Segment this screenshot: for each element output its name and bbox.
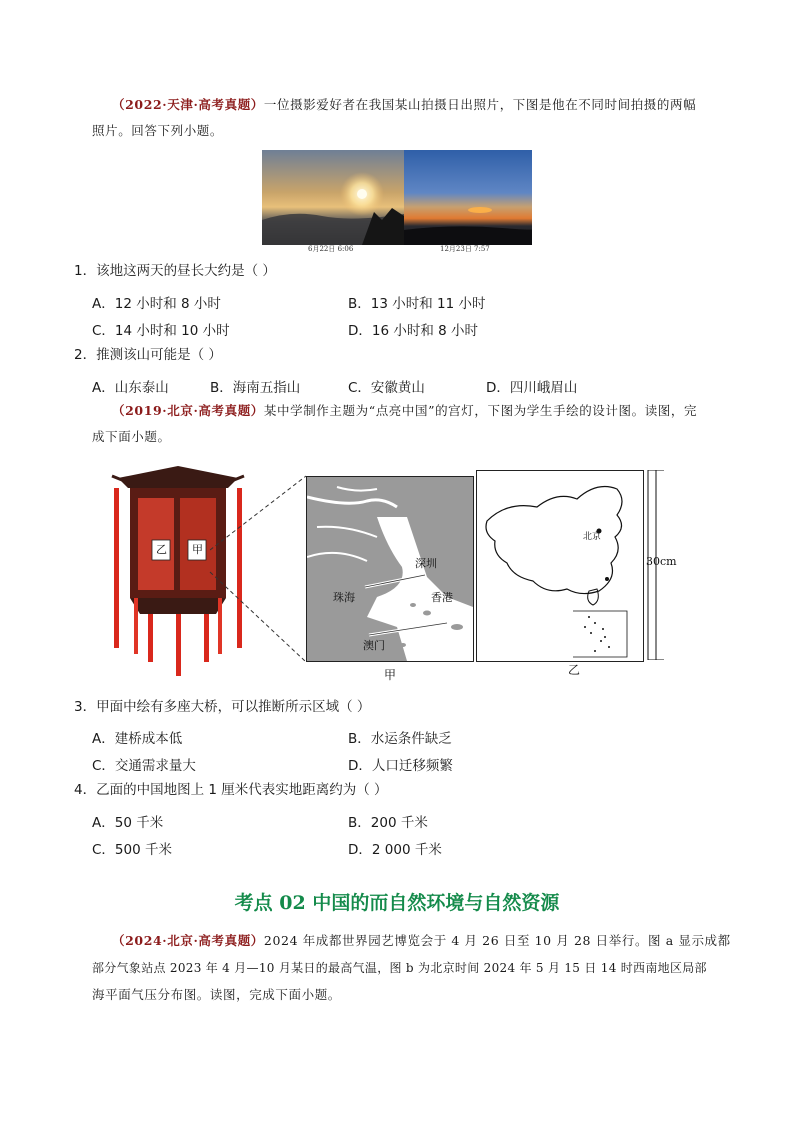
q4-option-c[interactable]: C．500 千米 bbox=[92, 842, 172, 858]
group3-source: （2024·北京·高考真题） bbox=[112, 933, 264, 948]
map-jia-label-zhuhai: 珠海 bbox=[333, 591, 355, 604]
q4-stem: 4．乙面的中国地图上 1 厘米代表实地距离约为（ ） bbox=[74, 782, 388, 798]
map-yi-label-beijing: 北京 bbox=[583, 532, 602, 542]
q2-option-d[interactable]: D．四川峨眉山 bbox=[486, 380, 578, 396]
q2-option-b[interactable]: B．海南五指山 bbox=[210, 380, 301, 396]
q3-option-c[interactable]: C．交通需求量大 bbox=[92, 758, 196, 774]
q1-stem: 1．该地这两天的昼长大约是（ ） bbox=[74, 263, 276, 279]
caption-jia: 甲 bbox=[384, 668, 397, 682]
q3-option-d[interactable]: D．人口迁移频繁 bbox=[348, 758, 453, 774]
q4-option-a[interactable]: A．50 千米 bbox=[92, 815, 164, 831]
group3-line1 bbox=[112, 928, 731, 954]
group2-source: （2019·北京·高考真题） bbox=[112, 403, 264, 418]
q4-option-b[interactable]: B．200 千米 bbox=[348, 815, 428, 831]
group2-intro-text: 某中学制作主题为“点亮中国”的宫灯，下图为学生手绘的设计图。读图，完 bbox=[263, 403, 698, 418]
lantern-label-yi: 乙 bbox=[156, 543, 167, 556]
map-jia-label-hongkong: 香港 bbox=[431, 591, 453, 604]
q1-option-d[interactable]: D．16 小时和 8 小时 bbox=[348, 323, 479, 339]
group1-source: （2022·天津·高考真题） bbox=[112, 97, 264, 112]
photo-left-caption: 6月22日 6:06 bbox=[308, 245, 354, 253]
photo-right-caption: 12月23日 7:57 bbox=[440, 245, 490, 253]
q3-stem: 3．甲面中绘有多座大桥，可以推断所示区域（ ） bbox=[74, 699, 371, 715]
q2-option-a[interactable]: A．山东泰山 bbox=[92, 380, 169, 396]
q1-option-b[interactable]: B．13 小时和 11 小时 bbox=[348, 296, 486, 312]
group1-intro-text: 一位摄影爱好者在我国某山拍摄日出照片，下图是他在不同时间拍摄的两幅 bbox=[263, 97, 697, 112]
q3-option-b[interactable]: B．水运条件缺乏 bbox=[348, 731, 452, 747]
q2-option-c[interactable]: C．安徽黄山 bbox=[348, 380, 425, 396]
caption-yi: 乙 bbox=[568, 663, 581, 677]
group3-line2: 部分气象站点 2023 年 4 月—10 月某日的最高气温，图 b 为北京时间 2024 年 5 月 15 日 14 时西南地区局部 bbox=[92, 961, 707, 975]
scale-label: 30cm bbox=[646, 555, 677, 568]
map-jia-svg bbox=[307, 477, 473, 661]
group1-intro-line1 bbox=[112, 92, 696, 118]
group3-line1-text: 2024 年成都世界园艺博览会于 4 月 26 日至 10 月 28 日举行。图 a 显示成都 bbox=[263, 933, 731, 948]
map-yi-svg bbox=[477, 471, 643, 661]
map-jia-pearl-river-delta bbox=[306, 476, 474, 662]
group1-intro-line2: 照片。回答下列小题。 bbox=[92, 123, 224, 138]
lantern-label-jia: 甲 bbox=[192, 543, 203, 556]
section-title: 考点 02 中国的而自然环境与自然资源 bbox=[234, 892, 560, 914]
q2-stem: 2．推测该山可能是（ ） bbox=[74, 347, 222, 363]
q4-option-d[interactable]: D．2 000 千米 bbox=[348, 842, 442, 858]
sunrise-photos bbox=[262, 150, 532, 253]
group3-line3: 海平面气压分布图。读图，完成下面小题。 bbox=[92, 987, 341, 1002]
map-yi-china bbox=[476, 470, 644, 662]
map-jia-label-macau: 澳门 bbox=[363, 639, 385, 652]
q1-option-a[interactable]: A．12 小时和 8 小时 bbox=[92, 296, 221, 312]
group2-intro-line1 bbox=[112, 398, 697, 424]
q1-option-c[interactable]: C．14 小时和 10 小时 bbox=[92, 323, 230, 339]
connector-lines bbox=[206, 470, 308, 670]
sun-disc bbox=[357, 189, 367, 199]
sunrise-photo-pair bbox=[262, 150, 532, 245]
q3-option-a[interactable]: A．建桥成本低 bbox=[92, 731, 183, 747]
map-jia-label-shenzhen: 深圳 bbox=[415, 557, 437, 570]
group2-intro-line2: 成下面小题。 bbox=[92, 429, 171, 444]
